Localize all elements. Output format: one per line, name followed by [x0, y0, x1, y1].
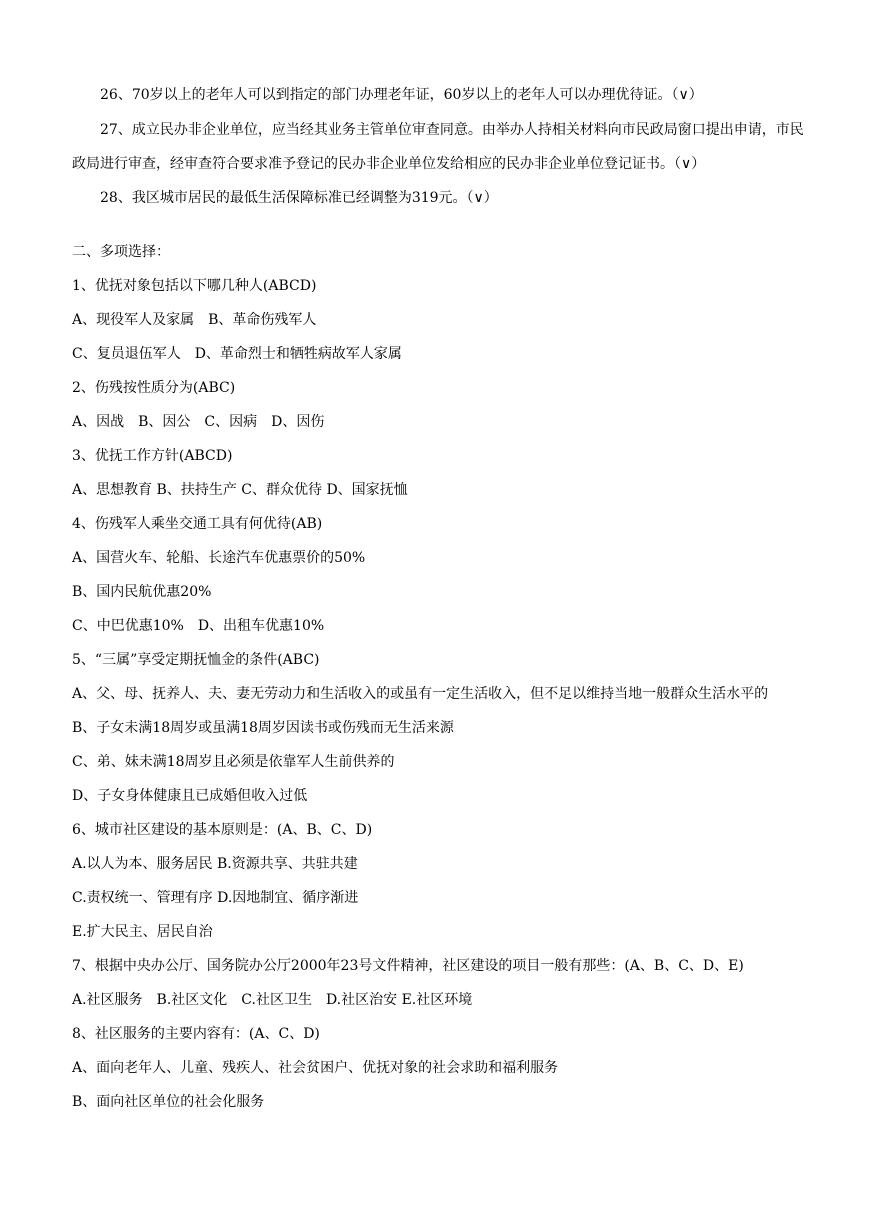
- option-line: D、子女身体健康且已成婚但收入过低: [72, 788, 308, 804]
- question-line: 3、优抚工作方针(ABCD): [72, 448, 233, 464]
- option-line: A.社区服务 B.社区文化 C.社区卫生 D.社区治安 E.社区环境: [72, 992, 473, 1008]
- question-line: 2、伤残按性质分为(ABC): [72, 380, 236, 396]
- option-line: B、国内民航优惠20%: [72, 584, 212, 600]
- option-line: C、弟、妹未满18周岁且必须是依靠军人生前供养的: [72, 754, 395, 770]
- option-line: E.扩大民主、居民自治: [72, 924, 213, 940]
- option-line: A、因战 B、因公 C、因病 D、因伤: [72, 414, 325, 430]
- option-line: A、思想教育 B、扶持生产 C、群众优待 D、国家抚恤: [72, 482, 408, 498]
- option-line: A、国营火车、轮船、长途汽车优惠票价的50%: [72, 550, 366, 566]
- question-line: 5、“三属”享受定期抚恤金的条件(ABC): [72, 652, 320, 668]
- text-line: 27、成立民办非企业单位，应当经其业务主管单位审查同意。由举办人持相关材料向市民政局窗口提出申请，市民: [100, 122, 804, 138]
- option-line: B、子女未满18周岁或虽满18周岁因读书或伤残而无生活来源: [72, 720, 454, 736]
- question-line: 8、社区服务的主要内容有：(A、C、D): [72, 1026, 320, 1042]
- option-line: A、现役军人及家属 B、革命伤残军人: [72, 312, 317, 328]
- section-heading: 二、多项选择：: [72, 244, 170, 260]
- text-line: 26、70岁以上的老年人可以到指定的部门办理老年证，60岁以上的老年人可以办理优待证。（∨）: [100, 87, 703, 103]
- option-line: C、中巴优惠10% D、出租车优惠10%: [72, 618, 325, 634]
- option-line: A.以人为本、服务居民 B.资源共享、共驻共建: [72, 856, 358, 872]
- option-line: A、父、母、抚养人、夫、妻无劳动力和生活收入的或虽有一定生活收入，但不足以维持当地一般群众生活水平的: [72, 686, 769, 702]
- question-line: 6、城市社区建设的基本原则是：(A、B、C、D): [72, 822, 373, 838]
- text-line: 政局进行审查，经审查符合要求准予登记的民办非企业单位发给相应的民办非企业单位登记证书。（∨）: [72, 156, 706, 172]
- question-line: 7、根据中央办公厅、国务院办公厅2000年23号文件精神，社区建设的项目一般有那些：(A、B、C、D、E): [72, 958, 744, 974]
- option-line: C.责权统一、管理有序 D.因地制宜、循序渐进: [72, 890, 359, 906]
- option-line: C、复员退伍军人 D、革命烈士和牺牲病故军人家属: [72, 346, 402, 362]
- option-line: A、面向老年人、儿童、残疾人、社会贫困户、优抚对象的社会求助和福利服务: [72, 1060, 559, 1076]
- question-line: 4、伤残军人乘坐交通工具有何优待(AB): [72, 516, 323, 532]
- question-line: 1、优抚对象包括以下哪几种人(ABCD): [72, 278, 317, 294]
- option-line: B、面向社区单位的社会化服务: [72, 1094, 265, 1110]
- text-line: 28、我区城市居民的最低生活保障标准已经调整为319元。（∨）: [100, 190, 498, 206]
